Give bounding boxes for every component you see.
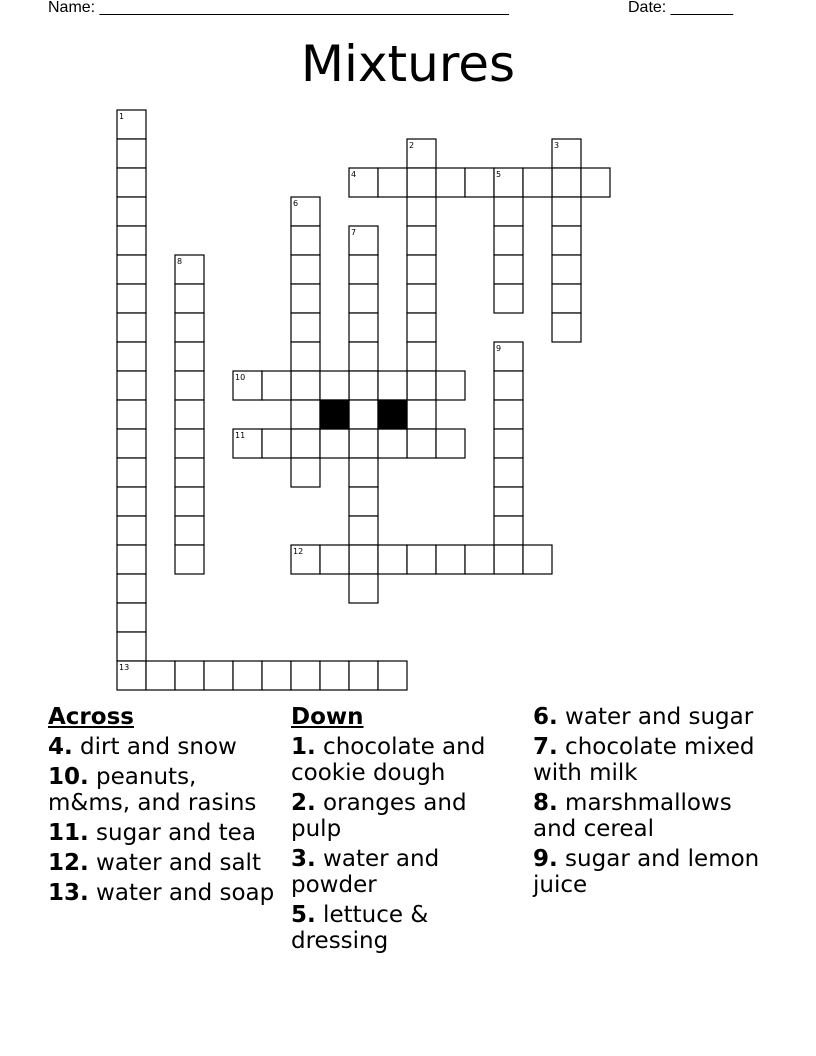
grid-cell[interactable] [117,458,146,487]
grid-cell[interactable] [349,545,378,574]
grid-cell[interactable] [552,168,581,197]
page-title: Mixtures [300,35,516,93]
grid-cell[interactable] [117,429,146,458]
grid-cell[interactable] [407,371,436,400]
grid-cell[interactable] [117,371,146,400]
grid-cell[interactable] [407,197,436,226]
grid-cell[interactable] [291,284,320,313]
clue-text: water and salt [88,850,261,876]
clue-item [291,846,521,898]
clue-number: 1. [291,734,316,760]
black-cell [378,400,407,429]
grid-cell[interactable] [262,371,291,400]
grid-cell[interactable] [378,429,407,458]
clue-text: water and sugar [557,704,754,730]
grid-cell[interactable] [117,197,146,226]
clue-text: chocolate mixed with milk [533,734,755,786]
clue-number: 12. [48,850,89,876]
grid-cell[interactable] [349,400,378,429]
cell-number: 3 [554,141,560,150]
grid-cell[interactable] [436,429,465,458]
grid-cell[interactable] [494,429,523,458]
grid-cell[interactable] [378,661,407,690]
clue-item [533,846,763,898]
grid-cell[interactable] [494,487,523,516]
grid-cell[interactable] [320,371,349,400]
clue-item [48,764,278,816]
clue-item [48,880,278,906]
grid-cell[interactable] [465,545,494,574]
grid-cell[interactable] [291,226,320,255]
grid-cell[interactable] [407,168,436,197]
grid-cell[interactable] [349,255,378,284]
clue-item [533,790,763,842]
grid-cell[interactable] [175,342,204,371]
grid-cell[interactable] [175,429,204,458]
grid-cell[interactable] [117,168,146,197]
clue-text: marshmallows and cereal [533,790,732,842]
grid-cell[interactable] [175,371,204,400]
grid-cell[interactable] [262,661,291,690]
grid-cell[interactable] [175,284,204,313]
grid-cell[interactable] [175,487,204,516]
down-clues [291,704,521,958]
grid-cell[interactable] [407,226,436,255]
grid-cell[interactable] [378,168,407,197]
clue-item [48,820,278,846]
clue-text: sugar and tea [88,820,256,846]
grid-cell[interactable] [291,661,320,690]
grid-cell[interactable] [407,255,436,284]
grid-cell[interactable] [349,487,378,516]
clue-text: oranges and pulp [291,790,467,842]
grid-cell[interactable] [552,226,581,255]
clue-item [533,704,763,730]
grid-cell[interactable] [117,284,146,313]
grid-cell[interactable] [262,429,291,458]
grid-cell[interactable] [291,429,320,458]
clue-number: 13. [48,880,89,906]
grid-cell[interactable] [175,313,204,342]
cell-number: 5 [496,170,502,179]
clue-number: 9. [533,846,558,872]
cell-number: 2 [409,141,415,150]
clue-text: dirt and snow [72,734,237,760]
grid-cell[interactable] [407,342,436,371]
clue-item [533,734,763,786]
clue-text: lettuce & dressing [291,902,429,954]
grid-cell[interactable] [581,168,610,197]
clue-number: 10. [48,764,89,790]
grid-cell[interactable] [523,545,552,574]
grid-cell[interactable] [291,400,320,429]
clue-item [291,790,521,842]
grid-cell[interactable] [349,516,378,545]
down-clues-continued [533,704,763,902]
clue-item [48,734,278,760]
down-heading: Down [291,704,364,730]
clue-text: chocolate and cookie dough [291,734,486,786]
cell-number: 13 [119,663,130,672]
grid-cell[interactable] [117,603,146,632]
grid-cell[interactable] [552,255,581,284]
grid-cell[interactable] [291,458,320,487]
grid-cell[interactable] [349,371,378,400]
date-field-label[interactable]: Date: _______ [628,0,733,16]
grid-cell[interactable] [523,168,552,197]
clue-item [291,902,521,954]
cell-number: 10 [235,373,246,382]
clue-text: water and soap [88,880,275,906]
grid-cell[interactable] [204,661,233,690]
clue-number: 3. [291,846,316,872]
grid-cell[interactable] [494,255,523,284]
grid-cell[interactable] [291,313,320,342]
grid-cell[interactable] [349,661,378,690]
grid-cell[interactable] [291,371,320,400]
black-cell [320,400,349,429]
grid-cell[interactable] [117,400,146,429]
grid-cell[interactable] [291,342,320,371]
grid-cell[interactable] [378,371,407,400]
cell-number: 11 [235,431,246,440]
grid-cell[interactable] [494,197,523,226]
grid-cell[interactable] [117,139,146,168]
grid-cell[interactable] [552,284,581,313]
grid-cell[interactable] [117,255,146,284]
grid-cell[interactable] [117,574,146,603]
clue-item [291,734,521,786]
cell-number: 1 [119,112,125,121]
grid-cell[interactable] [233,661,262,690]
grid-cell[interactable] [494,545,523,574]
grid-cell[interactable] [407,400,436,429]
grid-cell[interactable] [436,168,465,197]
grid-cell[interactable] [407,313,436,342]
grid-cell[interactable] [494,226,523,255]
grid-cell[interactable] [349,458,378,487]
clue-text: water and powder [291,846,440,898]
grid-cell[interactable] [407,284,436,313]
cell-number: 9 [496,344,502,353]
grid-cell[interactable] [494,371,523,400]
grid-cell[interactable] [494,284,523,313]
grid-cell[interactable] [465,168,494,197]
clue-text: peanuts, m&ms, and rasins [48,764,257,816]
clue-number: 5. [291,902,316,928]
grid-cell[interactable] [175,545,204,574]
cell-number: 8 [177,257,183,266]
clue-text: sugar and lemon juice [533,846,760,898]
grid-cell[interactable] [117,487,146,516]
grid-cell[interactable] [320,545,349,574]
grid-cell[interactable] [407,429,436,458]
cell-number: 7 [351,228,357,237]
grid-cell[interactable] [291,255,320,284]
grid-cell[interactable] [349,284,378,313]
grid-cell[interactable] [494,400,523,429]
grid-cell[interactable] [436,371,465,400]
grid-cell[interactable] [494,516,523,545]
clue-number: 4. [48,734,73,760]
cell-number: 6 [293,199,299,208]
grid-cell[interactable] [349,429,378,458]
grid-cell[interactable] [117,226,146,255]
grid-cell[interactable] [175,516,204,545]
grid-cell[interactable] [494,458,523,487]
grid-cell[interactable] [117,342,146,371]
grid-cell[interactable] [175,661,204,690]
grid-cell[interactable] [117,632,146,661]
grid-cell[interactable] [552,313,581,342]
across-heading: Across [48,704,134,730]
grid-cell[interactable] [552,197,581,226]
grid-cell[interactable] [146,661,175,690]
grid-cell[interactable] [320,429,349,458]
grid-cell[interactable] [320,661,349,690]
grid-cell[interactable] [349,342,378,371]
grid-cell[interactable] [349,574,378,603]
grid-cell[interactable] [349,313,378,342]
clue-number: 2. [291,790,316,816]
grid-cell[interactable] [117,516,146,545]
name-field-label[interactable]: Name: ______________________________________________ [48,0,509,16]
grid-cell[interactable] [436,545,465,574]
cell-number: 4 [351,170,357,179]
clue-number: 7. [533,734,558,760]
grid-cell[interactable] [175,458,204,487]
grid-cell[interactable] [407,545,436,574]
across-clues [48,704,278,910]
clue-number: 8. [533,790,558,816]
grid-cell[interactable] [117,545,146,574]
grid-cell[interactable] [175,400,204,429]
cell-number: 12 [293,547,304,556]
clue-number: 6. [533,704,558,730]
clue-item [48,850,278,876]
clue-number: 11. [48,820,89,846]
grid-cell[interactable] [378,545,407,574]
grid-cell[interactable] [117,313,146,342]
